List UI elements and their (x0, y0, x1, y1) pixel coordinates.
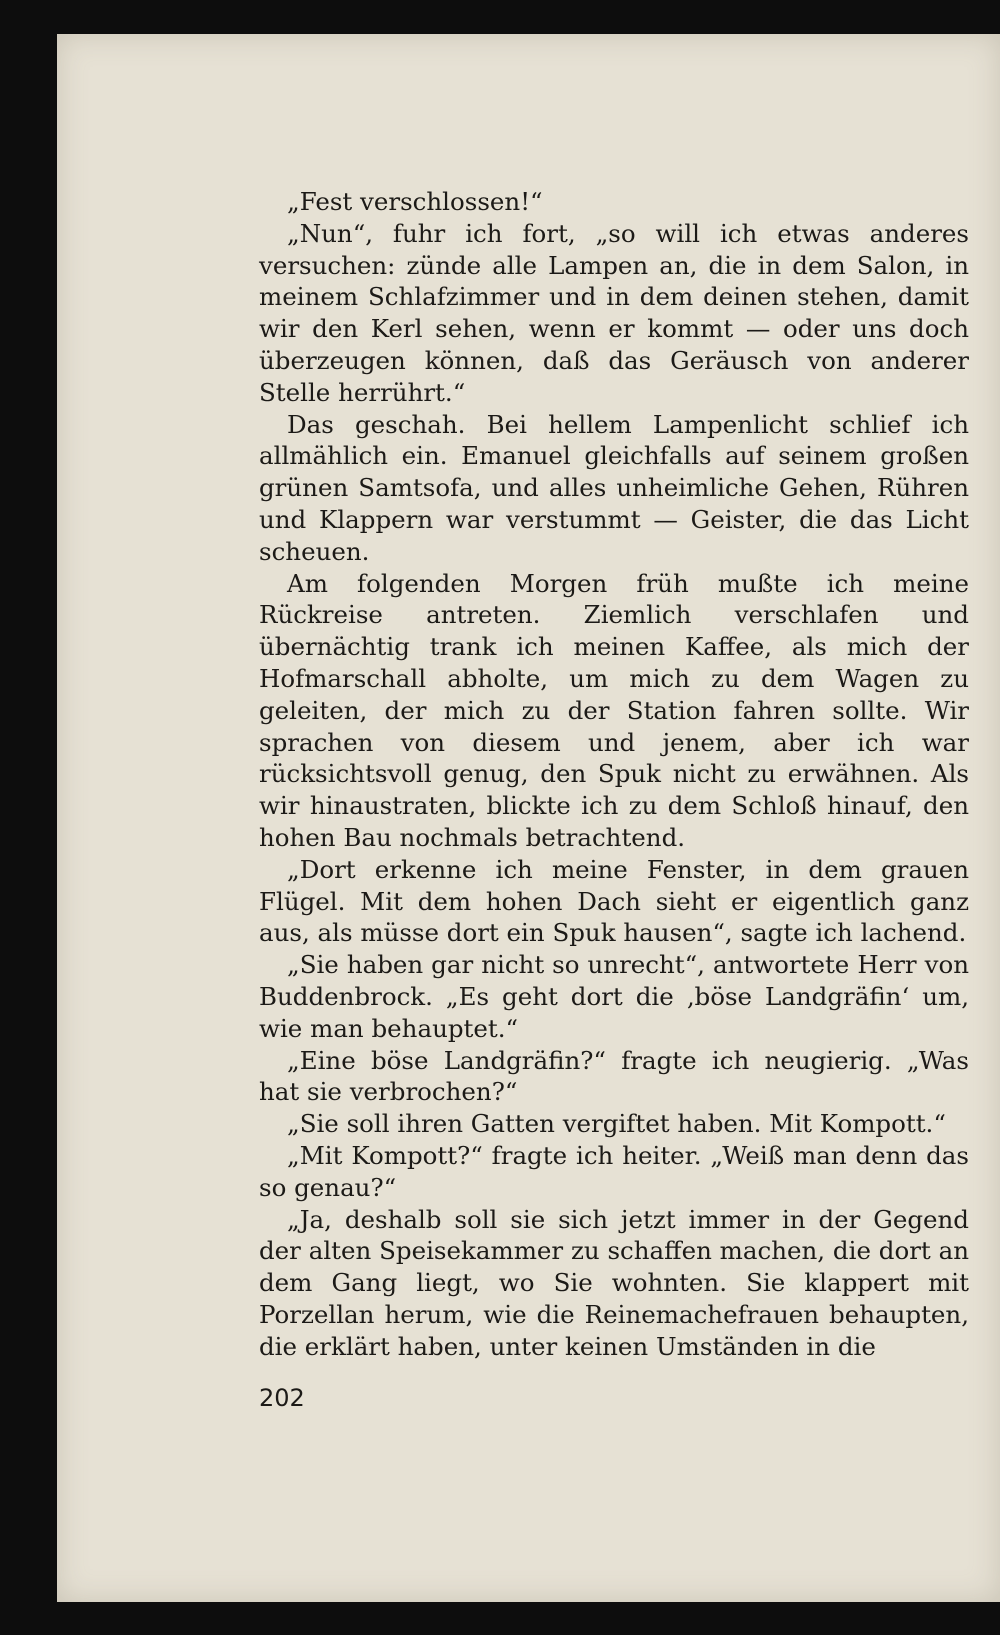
paragraph: „Eine böse Landgräfin?“ fragte ich neugierig. „Was hat sie verbrochen?“ (259, 1045, 969, 1107)
paragraph: „Sie soll ihren Gatten vergiftet haben. Mit Kompott.“ (287, 1109, 946, 1139)
paragraph: „Nun“, fuhr ich fort, „so will ich etwas anderes versuchen: zünde alle Lampen an, die in dem Salon, in meinem Schlafzimmer und in dem deinen stehen, damit wir den Kerl sehen, wenn er kommt — oder uns doch überzeugen können, daß das Geräusch von anderer Stelle herrührt.“ (259, 218, 969, 407)
paragraph: „Dort erkenne ich meine Fenster, in dem grauen Flügel. Mit dem hohen Dach sieht er eigentlich ganz aus, als müsse dort ein Spuk hausen“, sagte ich lachend. (259, 854, 969, 948)
paragraph: „Fest verschlossen!“ (287, 187, 543, 216)
paragraph: Das geschah. Bei hellem Lampenlicht schlief ich allmählich ein. Emanuel gleichfalls auf seinem großen grünen Samtsofa, und alles unheimliche Gehen, Rühren und Klappern war verstummt — Geister, die das Licht scheuen. (259, 409, 969, 566)
page-number: 202 (259, 1384, 305, 1412)
body-text (259, 186, 969, 1362)
paragraph: „Ja, deshalb soll sie sich jetzt immer in der Gegend der alten Speisekammer zu schaffen machen, die dort an dem Gang liegt, wo Sie wohnten. Sie klappert mit Porzellan herum, wie die Reinemachefrauen behaupten, die erklärt haben, unter keinen Umständen in die (259, 1204, 969, 1361)
paragraph: „Sie haben gar nicht so unrecht“, antwortete Herr von Buddenbrock. „Es geht dort die ‚böse Landgräfin‘ um, wie man behauptet.“ (259, 950, 969, 1043)
paragraph: Am folgenden Morgen früh mußte ich meine Rückreise antreten. Ziemlich verschlafen und übernächtig trank ich meinen Kaffee, als mich der Hofmarschall abholte, um mich zu dem Wagen zu geleiten, der mich zu der Station fahren sollte. Wir sprachen von diesem und jenem, aber ich war rücksichtsvoll genug, den Spuk nicht zu erwähnen. Als wir hinaustraten, blickte ich zu dem Schloß hinauf, den hohen Bau nochmals betrachtend. (259, 568, 969, 852)
book-page (57, 34, 1000, 1602)
paragraph: „Mit Kompott?“ fragte ich heiter. „Weiß man denn das so genau?“ (259, 1140, 969, 1202)
